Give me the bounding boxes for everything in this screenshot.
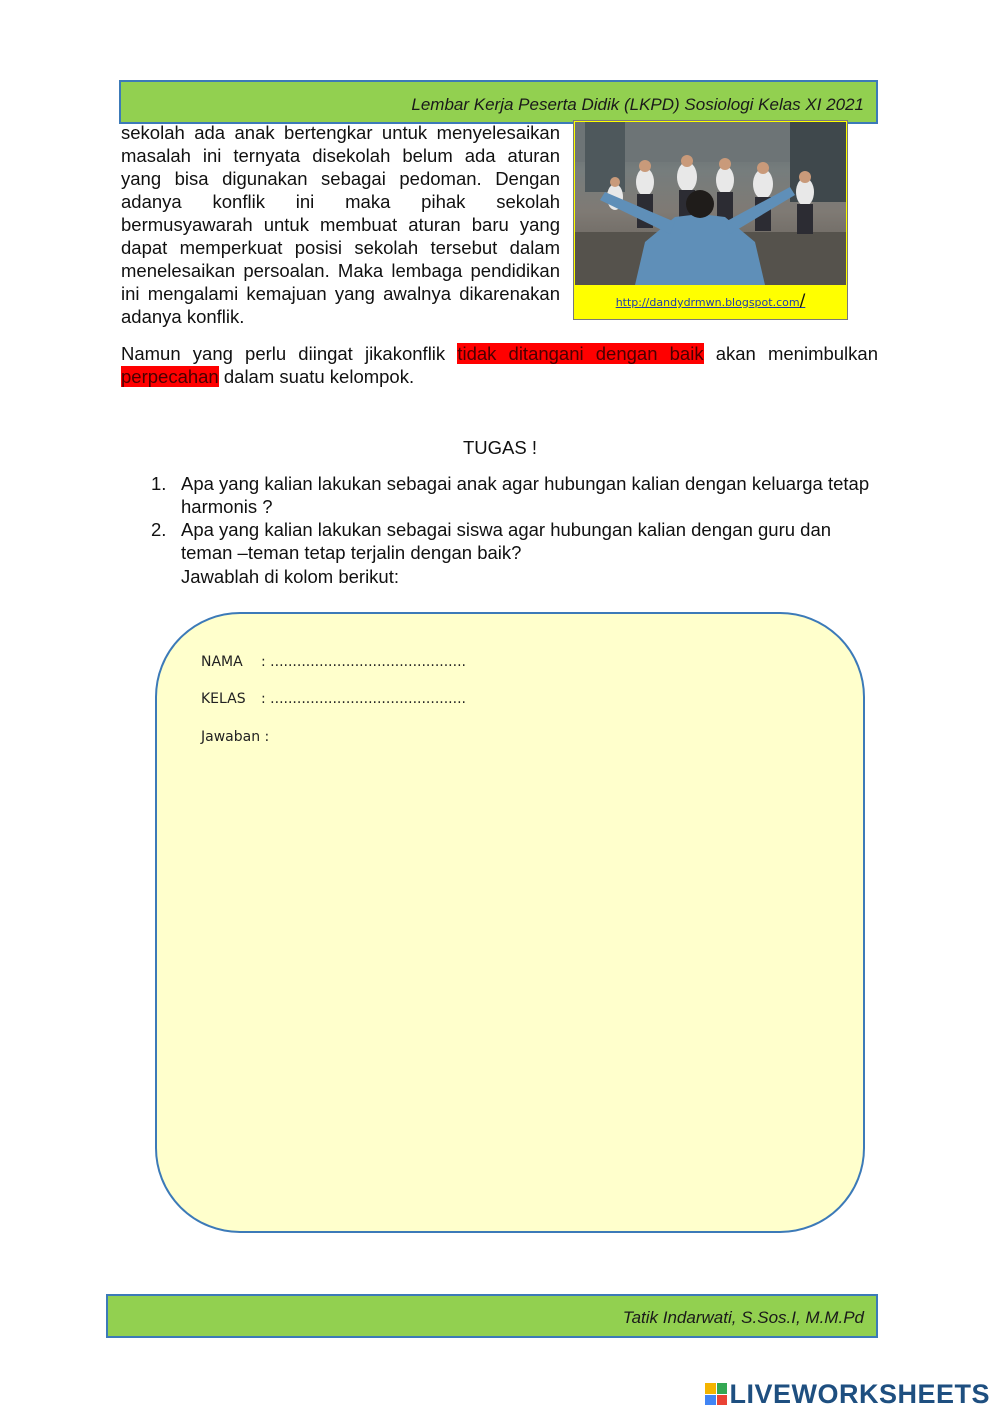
task-number: 1.	[151, 473, 167, 494]
task-text: Apa yang kalian lakukan sebagai anak agar hubungan kalian dengan keluarga tetap harmonis ?	[181, 473, 870, 517]
photo-caption-slash: /	[799, 291, 806, 311]
student-brawl-photo	[575, 122, 846, 285]
intro-line: belum ada aturan yang bisa digunakan sebagai	[121, 145, 560, 189]
header-title: Lembar Kerja Peserta Didik (LKPD) Sosiologi Kelas XI 2021	[411, 95, 864, 114]
task-number: 2.	[151, 519, 167, 540]
task-instruction: Jawablah di kolom berikut:	[181, 566, 399, 587]
name-label: NAMA	[201, 654, 243, 670]
intro-line: sekolah bermusyawarah untuk membuat aturan	[121, 191, 560, 235]
name-field[interactable]	[201, 654, 466, 670]
name-dots[interactable]: : ............................................	[261, 654, 466, 670]
intro-line: baru yang dapat memperkuat posisi sekolah	[121, 214, 560, 258]
intro-paragraph	[121, 121, 560, 328]
logo-mark-icon	[705, 1383, 727, 1405]
task-list	[151, 472, 878, 564]
intro-line: yang awalnya dikarenakan adanya konflik.	[121, 283, 560, 327]
note-highlight: perpecahan	[121, 366, 219, 387]
answer-label: Jawaban :	[201, 729, 270, 745]
intro-line: menyelesaikan masalah ini ternyata disekolah	[121, 122, 561, 166]
photo-figure	[573, 120, 848, 320]
task-text: Apa yang kalian lakukan sebagai siswa agar hubungan kalian dengan guru dan teman –teman tetap terjalin dengan baik?	[181, 519, 832, 563]
class-label: KELAS	[201, 691, 246, 707]
note-text: dalam suatu kelompok.	[218, 366, 415, 387]
footer-author: Tatik Indarwati, S.Sos.I, M.M.Pd	[622, 1308, 864, 1327]
class-dots[interactable]: : ............................................	[261, 691, 466, 707]
photo-caption-link[interactable]	[574, 291, 847, 311]
answer-box[interactable]	[155, 612, 865, 1233]
intro-line: lembaga pendidikan ini mengalami kemajuan	[121, 260, 560, 304]
intro-line: tersebut dalam menelesaikan persoalan. Maka	[121, 237, 561, 281]
intro-line: sekolah ada anak bertengkar untuk	[121, 122, 428, 143]
note-text: akan menimbulkan	[703, 343, 878, 364]
logo-text: LIVEWORKSHEETS	[729, 1378, 990, 1409]
photo-illustration	[575, 122, 846, 285]
task-item	[151, 518, 878, 564]
footer-banner	[106, 1294, 878, 1338]
task-item	[151, 472, 878, 518]
intro-line: pedoman. Dengan adanya konflik ini maka pihak	[121, 168, 560, 212]
class-field[interactable]	[201, 691, 466, 707]
note-text: Namun yang perlu diingat jikakonflik	[121, 343, 458, 364]
header-banner	[119, 80, 878, 124]
note-highlight: tidak ditangani dengan baik	[457, 343, 704, 364]
photo-caption-url[interactable]: http://dandydrmwn.blogspot.com	[615, 296, 800, 309]
note-paragraph	[121, 342, 878, 388]
task-title: TUGAS !	[462, 437, 537, 458]
liveworksheets-logo[interactable]	[705, 1378, 990, 1410]
